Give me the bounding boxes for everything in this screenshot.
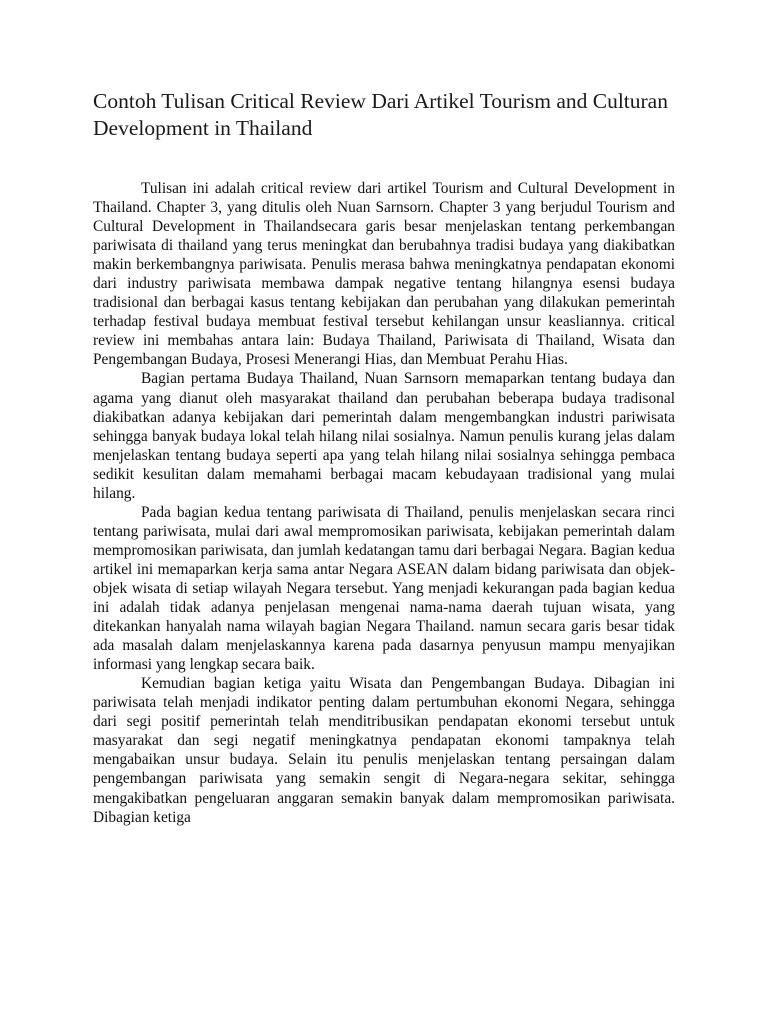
paragraph-pariwisata-thailand: Pada bagian kedua tentang pariwisata di Thailand, penulis menjelaskan secara rinci tentang pariwisata, mulai dari awal mempromosikan pariwisata, kebijakan pemerintah dalam mempromosikan pariwisata, dan jumlah kedatangan tamu dari berbagai Negara. Bagian kedua artikel ini memaparkan kerja sama antar Negara ASEAN dalam bidang pariwisata dan objek-objek wisata di setiap wilayah Negara tersebut. Yang menjadi kekurangan pada bagian kedua ini adalah tidak adanya penjelasan mengenai nama-nama daerah tujuan wisata, yang ditekankan hanyalah nama wilayah bagian Negara Thailand. namun secara garis besar tidak ada masalah dalam menjelaskannya karena pada dasarnya penyusun mampu menyajikan informasi yang lengkap secara baik. (93, 503, 675, 674)
paragraph-budaya-thailand: Bagian pertama Budaya Thailand, Nuan Sarnsorn memaparkan tentang budaya dan agama yang dianut oleh masyarakat thailand dan perubahan beberapa budaya tradisonal diakibatkan adanya kebijakan dari pemerintah dalam mengembangkan industri pariwisata sehingga banyak budaya lokal telah hilang nilai sosialnya. Namun penulis kurang jelas dalam menjelaskan tentang budaya seperti apa yang telah hilang nilai sosialnya sehingga pembaca sedikit kesulitan dalam memahami berbagai macam kebudayaan tradisional yang mulai hilang. (93, 370, 675, 502)
document-title: Contoh Tulisan Critical Review Dari Artikel Tourism and Culturan Development in Thailand (93, 89, 668, 140)
document-page (93, 88, 675, 827)
paragraph-wisata-pengembangan: Kemudian bagian ketiga yaitu Wisata dan Pengembangan Budaya. Dibagian ini pariwisata telah menjadi indikator penting dalam pertumbuhan ekonomi Negara, sehingga dari segi positif pemerintah telah menditribusikan pendapatan ekonomi tersebut untuk masyarakat dan segi negatif meningkatnya pendapatan ekonomi tampaknya telah mengabaikan unsur budaya. Selain itu penulis menjelaskan tentang persaingan dalam pengembangan pariwisata yang semakin sengit di Negara-negara sekitar, sehingga mengakibatkan pengeluaran anggaran semakin banyak dalam mempromosikan pariwisata. Dibagian ketiga (93, 675, 675, 826)
paragraph-intro: Tulisan ini adalah critical review dari artikel Tourism and Cultural Development in Thailand. Chapter 3, yang ditulis oleh Nuan Sarnsorn. Chapter 3 yang berjudul Tourism and Cultural Development in Thailandsecara garis besar menjelaskan tentang perkembangan pariwisata di thailand yang terus meningkat dan berubahnya tradisi budaya yang diakibatkan makin berkembangnya pariwisata. Penulis merasa bahwa meningkatnya pendapatan ekonomi dari industry pariwisata membawa dampak negative tentang hilangnya esensi budaya tradisional dan berbagai kasus tentang kebijakan dan perubahan yang dilakukan pemerintah terhadap festival budaya membuat festival tersebut kehilangan unsur keasliannya. critical review ini membahas antara lain: Budaya Thailand, Pariwisata di Thailand, Wisata dan Pengembangan Budaya, Prosesi Menerangi Hias, dan Membuat Perahu Hias. (93, 180, 675, 369)
